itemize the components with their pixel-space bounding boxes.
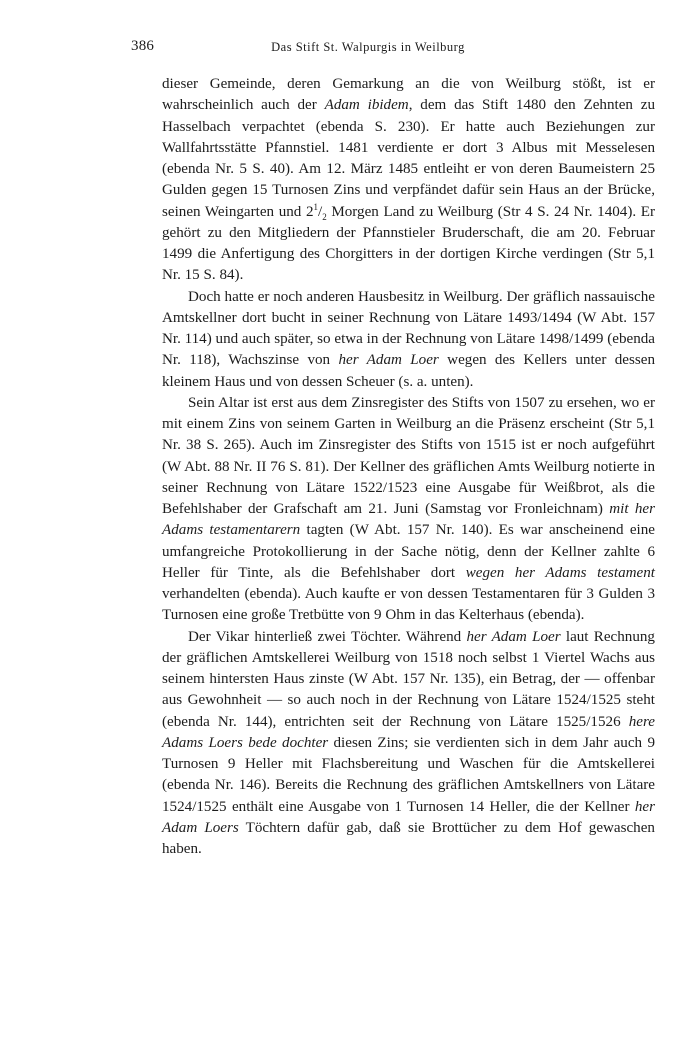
text-run: verhandelten (ebenda). Auch kaufte er von dessen Testamentaren für 3 Gulden 3 Turnosen eine große Tretbütte von 9 Ohm in das Kelterhaus (ebenda).	[162, 586, 655, 624]
text-run: Der Vikar hinterließ zwei Töchter. Während	[188, 628, 467, 645]
italic-citation: her Adam Loer	[338, 352, 439, 369]
running-title-wrap	[0, 40, 700, 55]
text-run: diesen Zins; sie verdienten sich in dem Jahr auch 9 Turnosen 9 Heller mit Flachsbereitung und Waschen für die Amtskellerei (ebenda Nr. 146). Bereits die Rechnung des gräflichen Amtskellners von Lätare 1524/1525 enthält eine Ausgabe von 1 Turnosen 14 Heller, die der Kellner	[162, 734, 655, 815]
text-run: tagten (W Abt. 157 Nr. 140). Es war anscheinend eine umfangreiche Protokollierung in der Sache nötig, denn der Kellner zahlte 6 Heller für Tinte, als die Befehlshaber dort	[162, 522, 655, 581]
running-title: Das Stift St. Walpurgis in Weilburg	[271, 40, 465, 54]
text-run: Töchtern dafür gab, daß sie Brottücher zu dem Hof gewaschen haben.	[162, 819, 655, 857]
text-run: laut Rechnung der gräflichen Amtskellerei Weilburg von 1518 noch selbst 1 Viertel Wachs aus seinem hintersten Haus zinste (W Abt. 157 Nr. 135), ein Betrag, der — offenbar aus Gewohnheit — so auch noch in der Rechnung von Lätare 1524/1525 steht (ebenda Nr. 144), entrichten seit der Rechnung von Lätare 1525/1526	[162, 628, 655, 730]
text-run: dieser Gemeinde, deren Gemarkung an die von Weilburg stößt, ist er wahrscheinlich auch der	[162, 76, 655, 114]
italic-citation: her Adam Loers	[162, 798, 655, 836]
text-run: wegen des Kellers unter dessen kleinem Haus und von dessen Scheuer (s. a. unten).	[162, 352, 655, 390]
paragraph	[162, 287, 655, 393]
text-run: Doch hatte er noch anderen Hausbesitz in Weilburg. Der gräflich nassauische Amtskellner dort bucht in seiner Rechnung von Lätare 1493/1494 (W Abt. 157 Nr. 114) und auch später, so etwa in der Rechnung von Lätare 1498/1499 (ebenda Nr. 118), Wachszinse von	[162, 288, 656, 369]
paragraph	[162, 627, 655, 861]
paragraph	[162, 74, 655, 287]
italic-citation: Adam ibidem	[324, 97, 409, 114]
text-run: , dem das Stift 1480 den Zehnten zu Hasselbach verpachtet (ebenda S. 230). Er hatte auch Beziehungen zur Wallfahrtsstätte Pfannstiel. 1481 verdiente er dort 3 Albus mit Messelesen (ebenda Nr. 5 S. 40). Am 12. März 1485 entleiht er von deren Baumeistern 25 Gulden gegen 15 Turnosen Zins und verpfändet dafür sein Haus an der Brücke, seinen Weingarten und 2	[162, 97, 656, 220]
text-run: Morgen Land zu Weilburg (Str 4 S. 24 Nr. 1404). Er gehört zu den Mitgliedern der Pfannstieler Bruderschaft, die am 20. Februar 1499 die Anfertigung des Chorgitters in der dortigen Kirche verdingen (Str 5,1 Nr. 15 S. 84).	[162, 203, 655, 284]
italic-citation: her Adam Loer	[466, 628, 561, 645]
italic-citation: here Adams Loers bede dochter	[162, 713, 655, 751]
italic-citation: wegen her Adams testament	[465, 564, 655, 581]
text-run: /	[318, 203, 323, 220]
paragraph	[162, 393, 655, 627]
body-text	[162, 74, 655, 860]
italic-citation: mit her Adams testamentarern	[162, 501, 655, 539]
text-run: Sein Altar ist erst aus dem Zinsregister des Stifts von 1507 zu ersehen, wo er mit einem Zins von seinem Garten in Weilburg an die Präsenz erscheint (Str 5,1 Nr. 38 S. 265). Auch im Zinsregister des Stifts von 1515 ist er noch aufgeführt (W Abt. 88 Nr. II 76 S. 81). Der Kellner des gräflichen Amts Weilburg notierte in seiner Rechnung von Lätare 1522/1523 eine Ausgabe für Weißbrot, als die Befehlshaber der Grafschaft am 21. Juni (Samstag vor Fronleichnam)	[162, 394, 655, 517]
fraction-numerator: 1	[313, 201, 318, 212]
fraction-denominator: 2	[322, 211, 327, 222]
page-number: 386	[131, 38, 155, 54]
